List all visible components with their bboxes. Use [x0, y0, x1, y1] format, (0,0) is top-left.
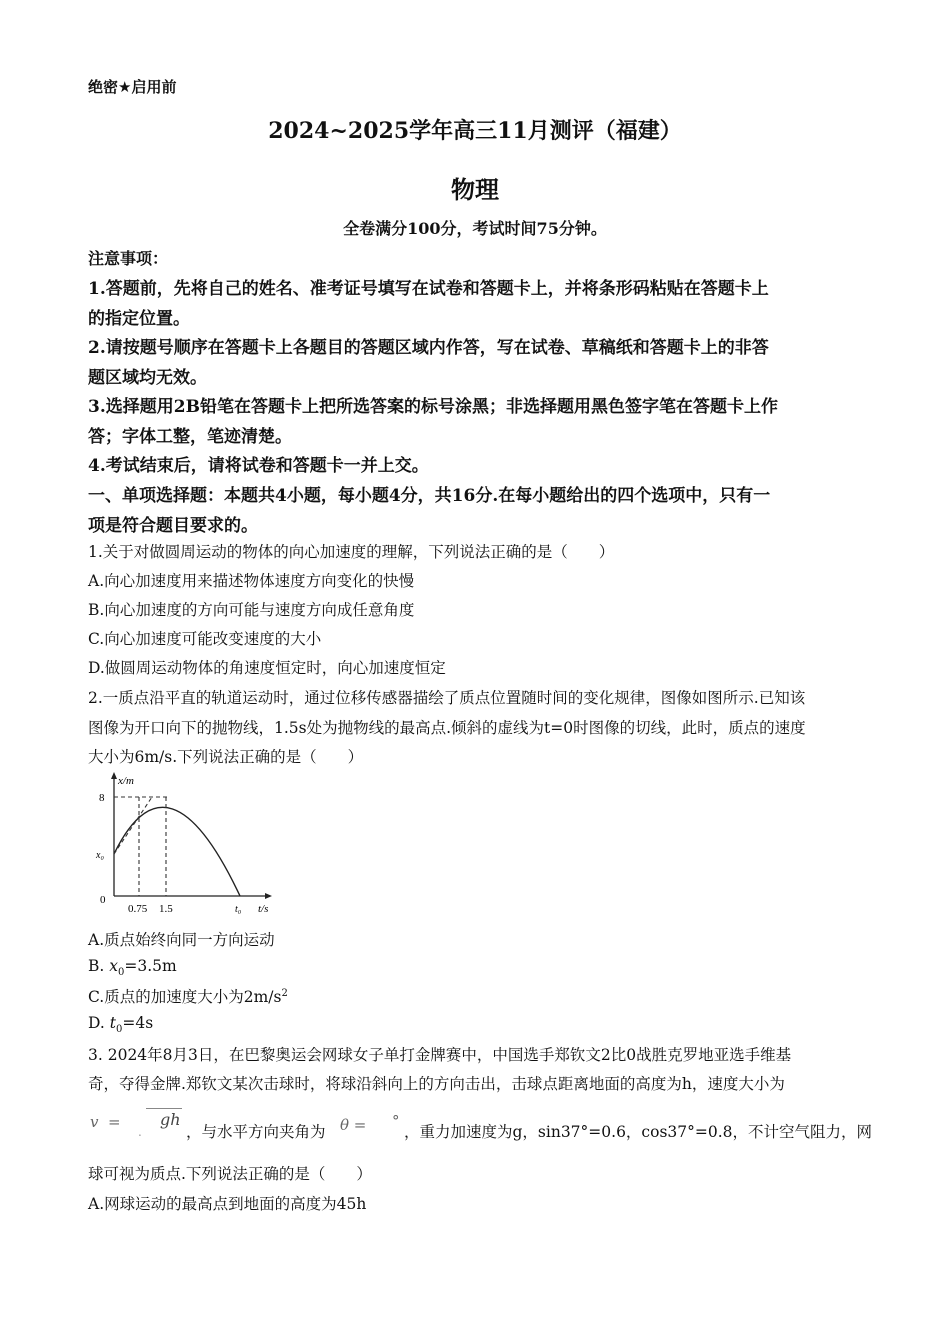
- x-axis-label: t/s: [258, 903, 269, 915]
- note-line: 3.选择题用2B铅笔在答题卡上把所选答案的标号涂黑；非选择题用黑色签字笔在答题卡上作: [88, 397, 778, 417]
- q1-option-b: B.向心加速度的方向可能与速度方向成任意角度: [88, 601, 415, 619]
- full-score-note: 全卷满分100分，考试时间75分钟。: [343, 219, 607, 238]
- note-line: 2.请按题号顺序在答题卡上各题目的答题区域内作答，写在试卷、草稿纸和答题卡上的非答: [88, 338, 769, 358]
- position-time-graph: [88, 770, 288, 918]
- note-line: 的指定位置。: [88, 309, 190, 329]
- origin-label: 0: [100, 894, 106, 906]
- note-line: 1.答题前，先将自己的姓名、准考证号填写在试卷和答题卡上，并将条形码粘贴在答题卡上: [88, 279, 769, 299]
- y-tick-8: 8: [99, 792, 105, 804]
- q1-option-d: D.做圆周运动物体的角速度恒定时，向心加速度恒定: [88, 659, 446, 677]
- subject-title: 物理: [451, 175, 499, 204]
- parabola-curve: [114, 807, 240, 896]
- formula-theta: θ =: [340, 1116, 367, 1134]
- q3-stem-line4: 球可视为质点.下列说法正确的是（ ）: [88, 1165, 372, 1183]
- y-tick-x0: x₀: [96, 850, 104, 861]
- q1-option-a: A.向心加速度用来描述物体速度方向变化的快慢: [88, 572, 415, 590]
- formula-gh: gh: [160, 1110, 181, 1129]
- formula-degree: °: [392, 1112, 400, 1130]
- sqrt-bar: [146, 1108, 182, 1109]
- section-heading-cont: 项是符合题目要求的。: [88, 516, 258, 536]
- q3-option-a: A.网球运动的最高点到地面的高度为45h: [88, 1195, 367, 1213]
- formula-equals: =: [108, 1113, 121, 1131]
- q2-option-b: B. $x_0=3.5m$: [88, 957, 177, 979]
- q2-stem-line2: 图像为开口向下的抛物线，1.5s处为抛物线的最高点.倾斜的虚线为t=0时图像的切线，此时，质点的速度: [88, 719, 806, 737]
- y-axis-label: x/m: [118, 775, 134, 787]
- tangent-line: [114, 797, 152, 854]
- q2-option-c: C.质点的加速度大小为$2m/s^2$: [88, 987, 288, 1006]
- q2-option-d: D. $t_0=4s$: [88, 1014, 154, 1036]
- x-tick-t0: t₀: [235, 904, 242, 915]
- section-heading: 一、单项选择题：本题共4小题，每小题4分，共16分.在每小题给出的四个选项中，只有一: [88, 486, 771, 506]
- q3-stem-line3: ，重力加速度为g，sin37°=0.6，cos37°=0.8，不计空气阻力，网: [404, 1123, 873, 1141]
- exam-title: 2024~2025学年高三11月测评（福建）: [268, 118, 682, 144]
- q2-stem-line3: 大小为6m/s.下列说法正确的是（ ）: [88, 748, 364, 766]
- x-axis-arrow: [265, 893, 272, 899]
- note-line: 题区域均无效。: [88, 368, 207, 388]
- q2-stem-line1: 2.一质点沿平直的轨道运动时，通过位移传感器描绘了质点位置随时间的变化规律，图像如图所示.已知该: [88, 689, 806, 707]
- x-tick-15: 1.5: [159, 903, 173, 915]
- q2-option-a: A.质点始终向同一方向运动: [88, 931, 275, 949]
- formula-dot: .: [138, 1125, 142, 1139]
- note-line: 答；字体工整，笔迹清楚。: [88, 427, 292, 447]
- q1-stem: 1.关于对做圆周运动的物体的向心加速度的理解，下列说法正确的是（ ）: [88, 543, 615, 561]
- q3-stem-line1: 3. 2024年8月3日，在巴黎奥运会网球女子单打金牌赛中，中国选手郑钦文2比0战胜克罗地亚选手维基: [88, 1046, 792, 1064]
- confidential-label: 绝密★启用前: [88, 78, 177, 96]
- note-line: 4.考试结束后，请将试卷和答题卡一并上交。: [88, 456, 429, 476]
- q3-stem-line2: 奇，夺得金牌.郑钦文某次击球时，将球沿斜向上的方向击出，击球点距离地面的高度为h，速度大小为: [88, 1075, 785, 1093]
- q3-stem-mid: ，与水平方向夹角为: [186, 1123, 326, 1141]
- formula-v: v: [90, 1113, 99, 1131]
- x-tick-075: 0.75: [128, 903, 148, 915]
- y-axis-arrow: [111, 772, 117, 779]
- q1-option-c: C.向心加速度可能改变速度的大小: [88, 630, 322, 648]
- notes-heading: 注意事项：: [88, 249, 169, 268]
